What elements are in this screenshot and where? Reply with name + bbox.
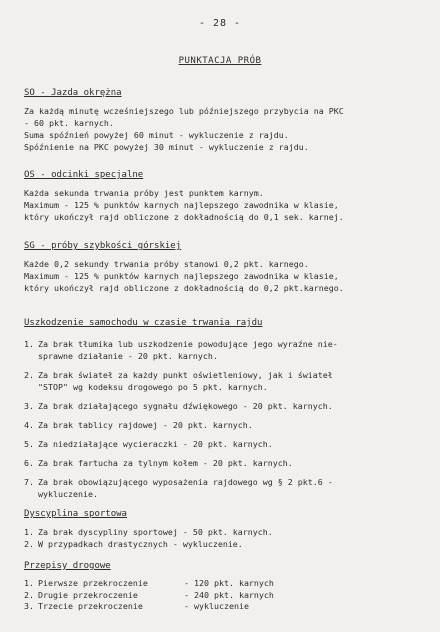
text-line: Za brak świateł za każdy punkt oświetleniowy, jak i świateł bbox=[38, 370, 333, 380]
text-line: który ukończył rajd obliczone z dokładnością do 0,1 sek. karnej. bbox=[24, 212, 344, 222]
table-row bbox=[24, 601, 432, 613]
item-number: 1. bbox=[24, 578, 34, 588]
text-line: Maximum - 125 % punktów karnych najlepszego zawodnika w klasie, bbox=[24, 271, 339, 281]
section-heading: Dyscyplina sportowa bbox=[24, 509, 127, 519]
table-row bbox=[24, 590, 432, 602]
section-damage bbox=[24, 317, 432, 500]
item-number: 2. bbox=[24, 539, 34, 549]
text-line: - 60 pkt. karnych. bbox=[24, 118, 114, 128]
row-label: Pierwsze przekroczenie bbox=[38, 578, 148, 588]
row-label: Drugie przekroczenie bbox=[38, 589, 138, 600]
section-heading: Przepisy drogowe bbox=[24, 561, 111, 571]
section-heading: OS - odcinki specjalne bbox=[24, 170, 144, 180]
item-number: 7. bbox=[24, 477, 34, 487]
row-value: - 240 pkt. karnych bbox=[184, 589, 274, 600]
list-item bbox=[24, 526, 432, 538]
item-text bbox=[38, 476, 432, 500]
row-label: Trzecie przekroczenie bbox=[38, 601, 143, 611]
text-line: Za brak tłumika lub uszkodzenie powodujące jego wyraźne nie- bbox=[38, 339, 338, 349]
item-number: 2. bbox=[24, 589, 34, 600]
item-number: 3. bbox=[24, 601, 34, 611]
item-text: Za brak tablicy rajdowej - 20 pkt. karnych. bbox=[38, 420, 253, 430]
list-item bbox=[24, 476, 432, 500]
text-line: "STOP" wg kodeksu drogowego po 5 pkt. karnych. bbox=[38, 382, 268, 392]
text-line: Suma spóźnień powyżej 60 minut - wykluczenie z rajdu. bbox=[24, 130, 289, 140]
text-line: Spóźnienie na PKC powyżej 30 minut - wykluczenie z rajdu. bbox=[24, 142, 309, 152]
item-text bbox=[38, 369, 432, 393]
text-line: sprawne działanie - 20 pkt. karnych. bbox=[38, 351, 218, 361]
section-so bbox=[24, 87, 432, 153]
list-item bbox=[24, 400, 432, 412]
page-title-text: PUNKTACJA PRÓB bbox=[178, 56, 262, 66]
item-number: 3. bbox=[24, 401, 34, 411]
text-line: Każde 0,2 sekundy trwania próby stanowi 0,2 pkt. karnego. bbox=[24, 259, 309, 269]
list-item bbox=[24, 438, 432, 450]
section-sg bbox=[24, 240, 432, 294]
section-traffic bbox=[24, 560, 432, 613]
item-number: 6. bbox=[24, 458, 34, 468]
text-line: który ukończył rajd obliczone z dokładnością do 0,2 pkt.karnego. bbox=[24, 283, 344, 293]
text-line: Każda sekunda trwania próby jest punktem karnym. bbox=[24, 188, 264, 198]
item-number: 1. bbox=[24, 527, 34, 537]
list-item bbox=[24, 419, 432, 431]
item-text: Za brak działającego sygnału dźwiękowego - 20 pkt. karnych. bbox=[38, 401, 333, 411]
list-item bbox=[24, 338, 432, 362]
section-heading: SO - Jazda okrężna bbox=[24, 88, 122, 98]
text-line: Za każdą minutę wcześniejszego lub późniejszego przybycia na PKC bbox=[24, 106, 344, 116]
list-item bbox=[24, 538, 432, 550]
text-line: Za brak obowiązującego wyposażenia rajdowego wg § 2 pkt.6 - bbox=[38, 477, 333, 487]
text-line: Maximum - 125 % punktów karnych najlepszego zawodnika w klasie, bbox=[24, 200, 339, 210]
section-discipline bbox=[24, 508, 432, 550]
list-item bbox=[24, 369, 432, 393]
item-text bbox=[38, 338, 432, 362]
row-value: - wykluczenie bbox=[184, 601, 249, 611]
item-number: 5. bbox=[24, 439, 34, 449]
item-text: W przypadkach drastycznych - wykluczenie. bbox=[38, 539, 243, 549]
item-text: Za brak dyscypliny sportowej - 50 pkt. karnych. bbox=[38, 527, 273, 537]
item-number: 1. bbox=[24, 339, 34, 349]
item-text: Za brak fartucha za tylnym kołem - 20 pkt. karnych. bbox=[38, 458, 293, 468]
text-line: wykluczenie. bbox=[38, 489, 98, 499]
table-row bbox=[24, 578, 432, 590]
section-os bbox=[24, 169, 432, 223]
item-text: Za niedziałające wycieraczki - 20 pkt. karnych. bbox=[38, 439, 273, 449]
list-item bbox=[24, 457, 432, 469]
item-number: 2. bbox=[24, 370, 34, 380]
section-heading: SG - próby szybkości górskiej bbox=[24, 241, 182, 251]
section-heading: Uszkodzenie samochodu w czasie trwania rajdu bbox=[24, 318, 263, 328]
row-value: - 120 pkt. karnych bbox=[184, 578, 274, 588]
item-number: 4. bbox=[24, 420, 34, 430]
page-number: - 28 - bbox=[198, 18, 242, 29]
page-title bbox=[0, 56, 440, 66]
